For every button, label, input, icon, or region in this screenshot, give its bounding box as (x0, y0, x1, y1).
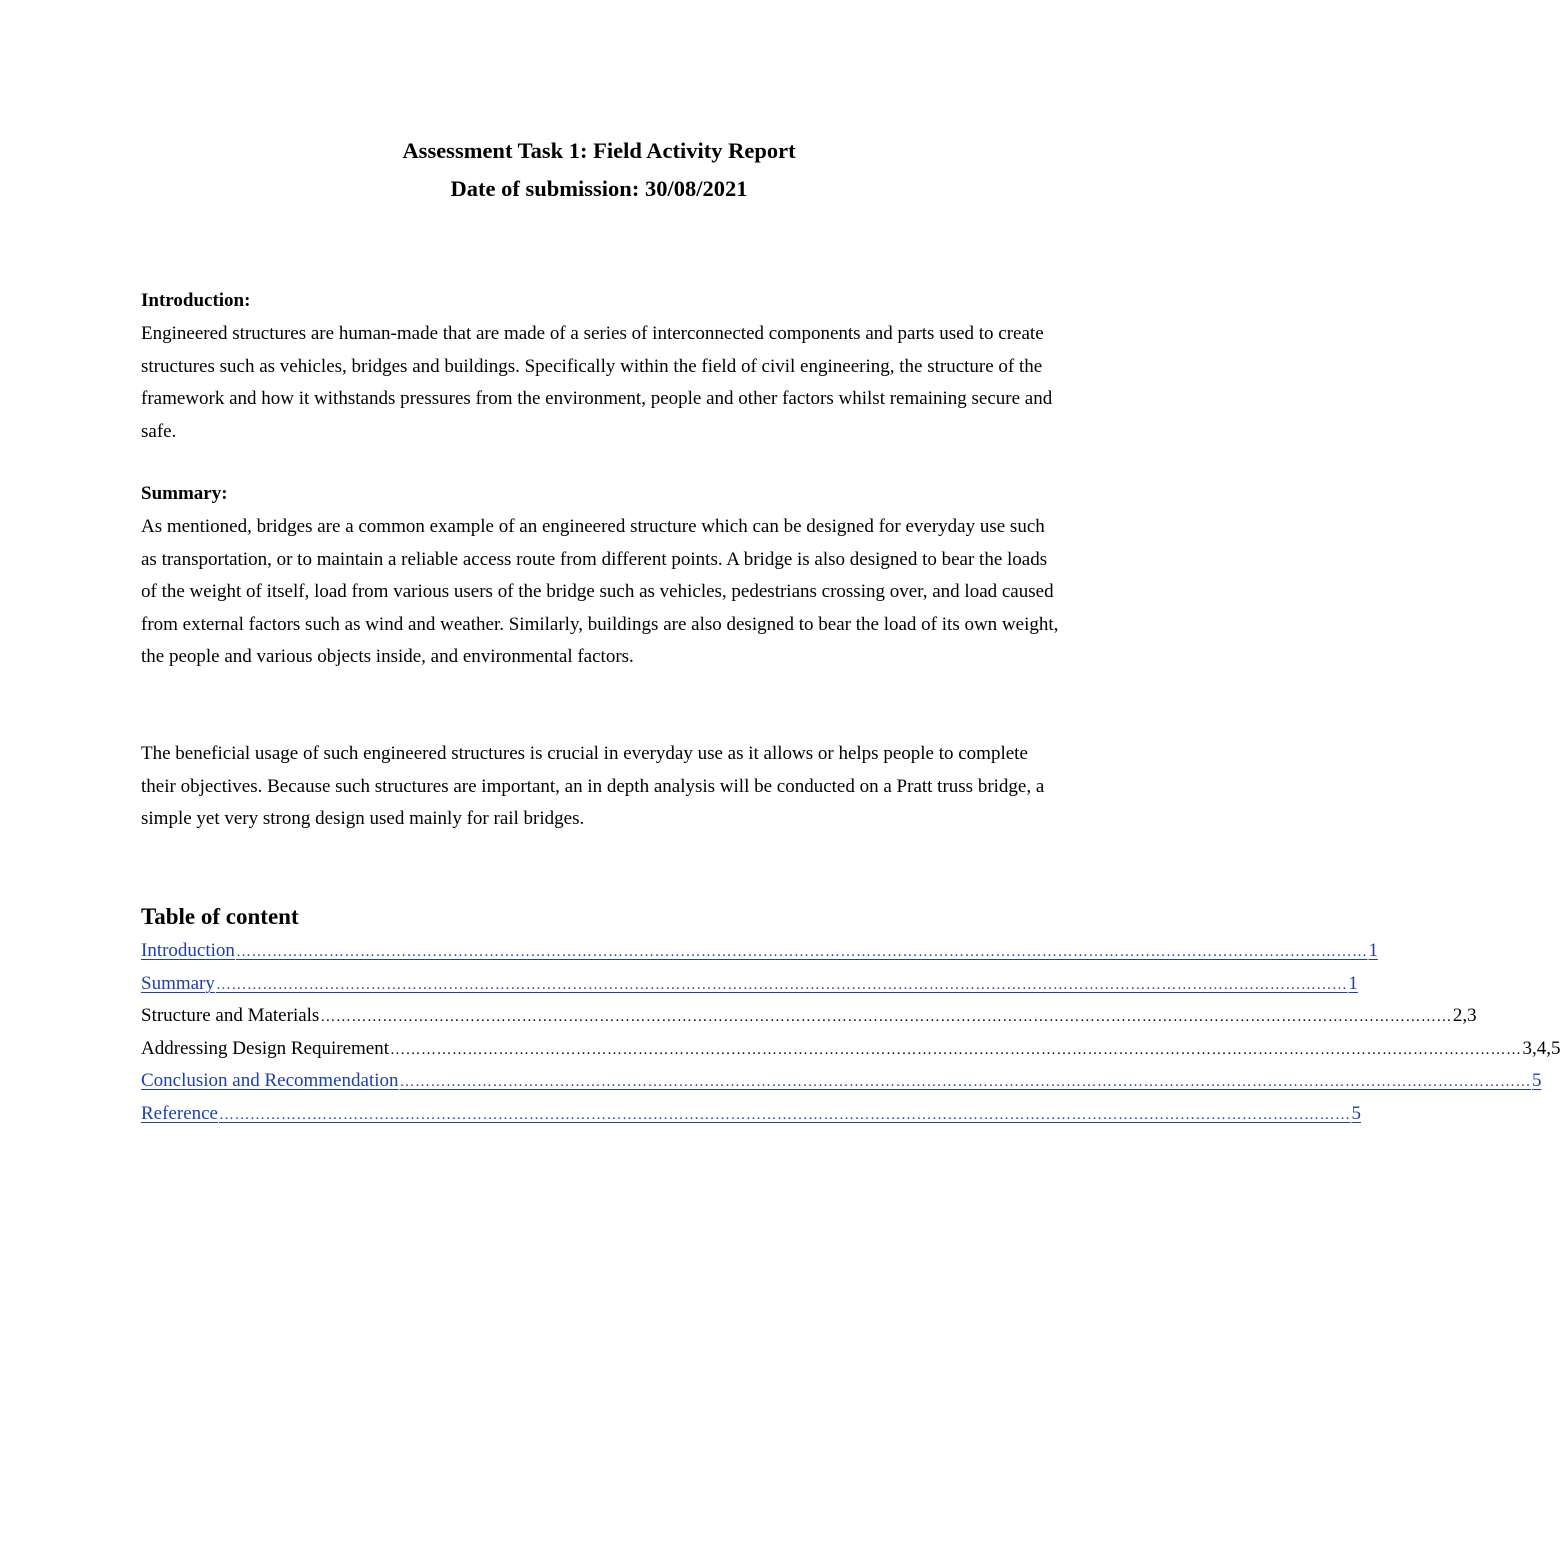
toc-dot-leader: ………………………………………………………………………………………………………………………………………………………………………………………………… (320, 1009, 1452, 1026)
document-title: Assessment Task 1: Field Activity Report (402, 138, 796, 163)
toc-dot-leader: ………………………………………………………………………………………………………………………………………………………………………………………………… (219, 1106, 1351, 1123)
toc-entry-page: 2,3 (1452, 1005, 1477, 1027)
toc-entry-label: Structure and Materials (141, 1005, 320, 1027)
toc-entry-page: 3,4,5 (1522, 1037, 1561, 1059)
toc-entry-label: Reference (141, 1102, 218, 1124)
toc-entry-label: Introduction (141, 940, 235, 961)
toc-entry-addressing-design-requirement (141, 1037, 1561, 1071)
toc-entry-label: Summary (141, 972, 215, 994)
toc-entry-label: Addressing Design Requirement (141, 1037, 390, 1059)
introduction-heading: Introduction: (141, 290, 251, 311)
toc-dot-leader: ………………………………………………………………………………………………………………………………………………………………………………………………… (399, 1074, 1532, 1091)
toc-entry-introduction[interactable] (141, 940, 1378, 973)
summary-paragraph: As mentioned, bridges are a common example of an engineered structure which can be designed for everyday use such as transportation, or to maintain a reliable access route from different points. A bridge is also designed to bear the loads of the weight of itself, load from various users of the bridge such as vehicles, pedestrians crossing over, and load caused from external factors such as wind and weather. Similarly, buildings are also designed to bear the load of its own weight, the people and various objects inside, and environmental factors. (141, 516, 1059, 668)
introduction-paragraph: Engineered structures are human-made that are made of a series of interconnected components and parts used to create structures such as vehicles, bridges and buildings. Specifically within the field of civil engineering, the structure of the framework and how it withstands pressures from the environment, people and other factors whilst remaining secure and safe. (141, 323, 1053, 442)
toc-entry-page: 1 (1348, 972, 1358, 994)
toc-dot-leader: ………………………………………………………………………………………………………………………………………………………………………………………………… (215, 976, 1348, 993)
toc-entry-page: 5 (1351, 1102, 1361, 1124)
toc-entry-conclusion-and-recommendation[interactable] (141, 1070, 1542, 1103)
toc-entry-reference[interactable] (141, 1102, 1361, 1136)
toc-dot-leader: ………………………………………………………………………………………………………………………………………………………………………………………………… (235, 944, 1368, 960)
toc-entry-structure-and-materials (141, 1005, 1477, 1038)
table-of-contents-title: Table of content (141, 904, 299, 929)
toc-entry-summary[interactable] (141, 972, 1358, 1006)
submission-date: Date of submission: 30/08/2021 (450, 176, 748, 201)
toc-entry-page: 1 (1368, 940, 1378, 961)
toc-dot-leader: ………………………………………………………………………………………………………………………………………………………………………………………………… (390, 1041, 1522, 1058)
summary-heading: Summary: (141, 483, 228, 504)
toc-entry-page: 5 (1532, 1070, 1542, 1092)
table-of-contents (141, 940, 1561, 1136)
toc-entry-label: Conclusion and Recommendation (141, 1070, 399, 1092)
summary-paragraph-2: The beneficial usage of such engineered structures is crucial in everyday use as it allows or helps people to complete their objectives. Because such structures are important, an in depth analysis will be conducted on a Pratt truss bridge, a simple yet very strong design used mainly for rail bridges. (141, 743, 1045, 830)
